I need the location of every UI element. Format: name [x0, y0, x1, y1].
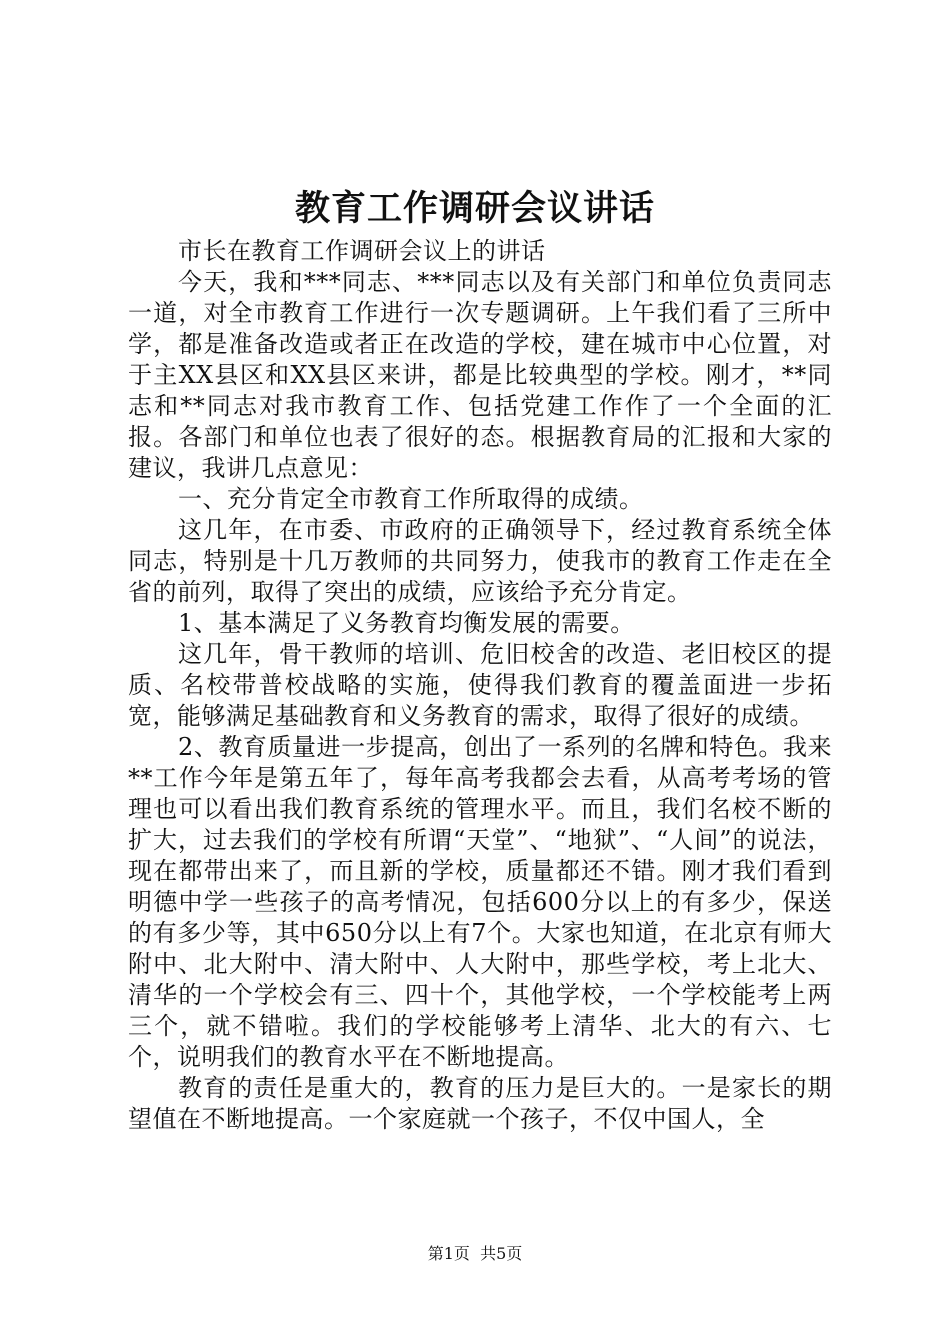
- paragraph-point-1-detail: 这几年，骨干教师的培训、危旧校舍的改造、老旧校区的提质、名校带普校战略的实施，使得我们教育的覆盖面进一步拓宽，能够满足基础教育和义务教育的需求，取得了很好的成绩。: [128, 640, 832, 730]
- paragraph-intro: 今天，我和***同志、***同志以及有关部门和单位负责同志一道，对全市教育工作进行一次专题调研。上午我们看了三所中学，都是准备改造或者正在改造的学校，建在城市中心位置，对于主XX县区和XX县区来讲，都是比较典型的学校。刚才，**同志和**同志对我市教育工作、包括党建工作作了一个全面的汇报。各部门和单位也表了很好的态。根据教育局的汇报和大家的建议，我讲几点意见：: [128, 268, 832, 482]
- document-body: [128, 236, 832, 1135]
- paragraph-point-2: 2、教育质量进一步提高，创出了一系列的名牌和特色。我来**工作今年是第五年了，每年高考我都会去看，从高考考场的管理也可以看出我们教育系统的管理水平。而且，我们名校不断的扩大，过去我们的学校有所谓“天堂”、“地狱”、“人间”的说法，现在都带出来了，而且新的学校，质量都还不错。刚才我们看到明德中学一些孩子的高考情况，包括600分以上的有多少，保送的有多少等，其中650分以上有7个。大家也知道，在北京有师大附中、北大附中、清大附中、人大附中，那些学校，考上北大、清华的一个学校会有三、四十个，其他学校，一个学校能考上两三个，就不错啦。我们的学校能够考上清华、北大的有六、七个，说明我们的教育水平在不断地提高。: [128, 733, 832, 1071]
- page-footer: [0, 1243, 950, 1265]
- paragraph-responsibility: 教育的责任是重大的，教育的压力是巨大的。一是家长的期望值在不断地提高。一个家庭就一个孩子，不仅中国人，全: [128, 1074, 832, 1133]
- document-title: 教育工作调研会议讲话: [294, 188, 655, 229]
- paragraph-achievements: 这几年，在市委、市政府的正确领导下，经过教育系统全体同志，特别是十几万教师的共同努力，使我市的教育工作走在全省的前列，取得了突出的成绩，应该给予充分肯定。: [128, 516, 832, 606]
- paragraph-heading-1: 一、充分肯定全市教育工作所取得的成绩。: [178, 485, 644, 513]
- page-number-label: 第1页 共5页: [427, 1244, 523, 1263]
- paragraph-point-1: 1、基本满足了义务教育均衡发展的需要。: [178, 609, 635, 637]
- paragraph-subtitle: 市长在教育工作调研会议上的讲话: [178, 237, 546, 265]
